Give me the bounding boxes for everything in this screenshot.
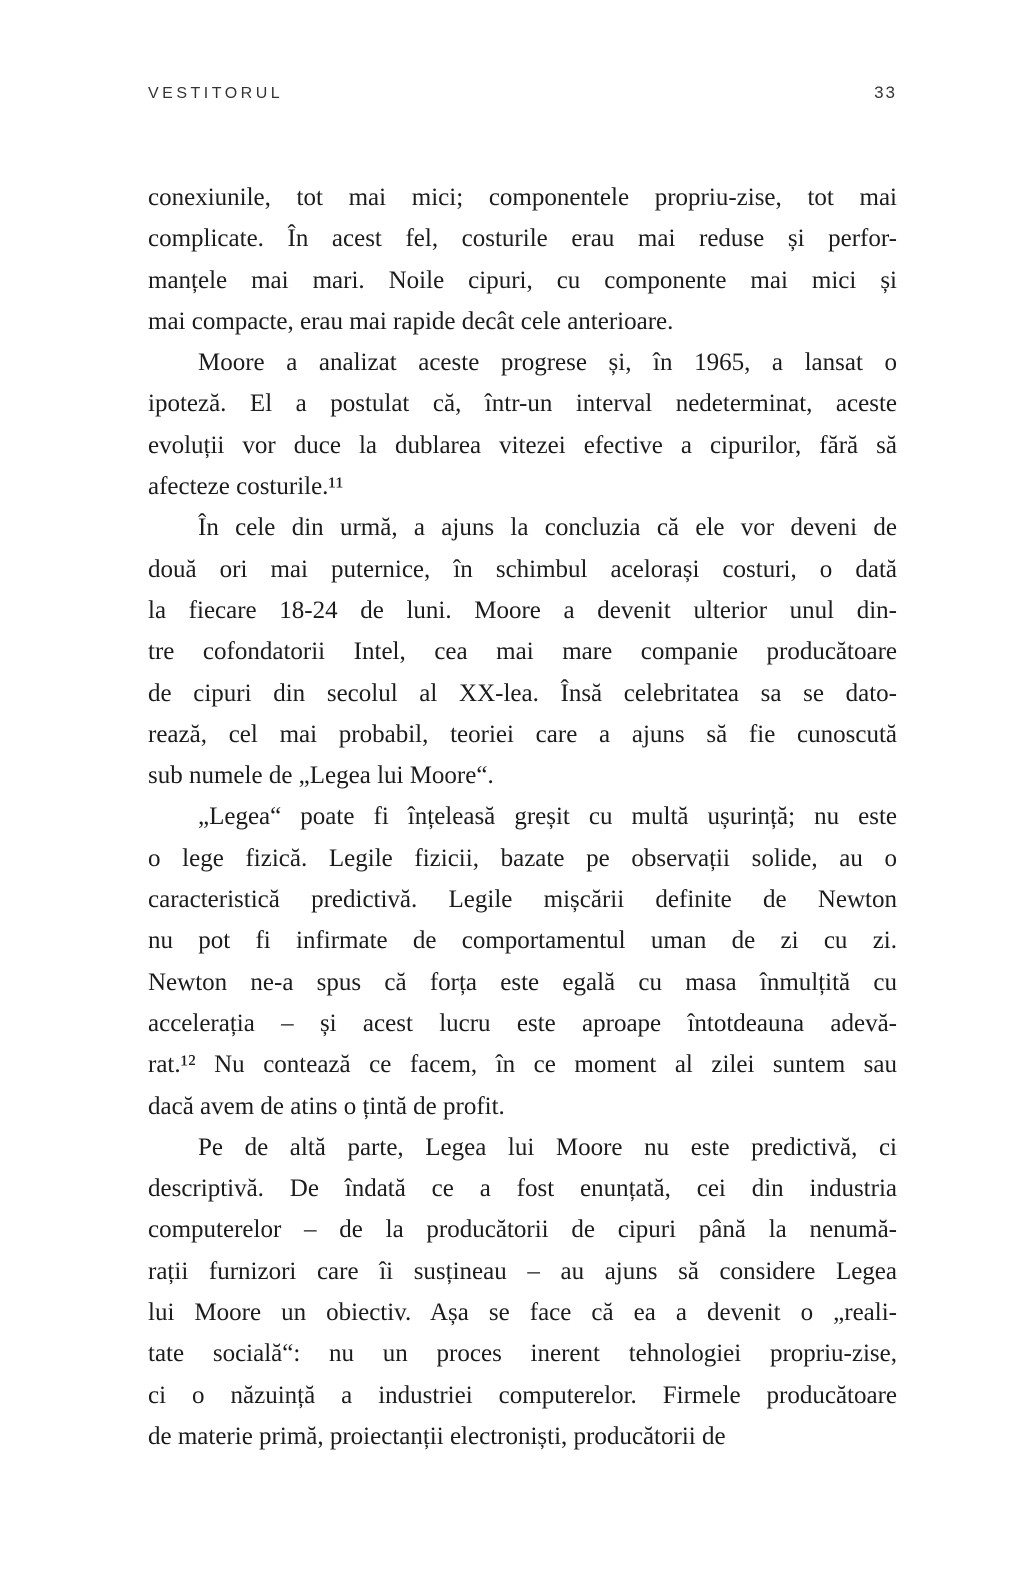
- text-line: de materie primă, proiectanții electroniști, producătorii de: [148, 1422, 726, 1450]
- text-line: ci o năzuință a industriei computerelor. Firmele producătoare: [148, 1381, 897, 1409]
- text-line: la fiecare 18-24 de luni. Moore a devenit ulterior unul din-: [148, 596, 897, 624]
- text-line: mai compacte, erau mai rapide decât cele anterioare.: [148, 307, 674, 335]
- text-line: lui Moore un obiectiv. Așa se face că ea a devenit o „reali-: [148, 1299, 897, 1327]
- text-line: conexiunile, tot mai mici; componentele propriu-zise, tot mai: [148, 184, 897, 211]
- text-line: ipoteză. El a postulat că, într-un interval nedeterminat, aceste: [148, 390, 897, 418]
- paragraph: [148, 342, 897, 507]
- paragraph: [148, 507, 897, 796]
- paragraph: [148, 177, 897, 342]
- text-line: manțele mai mari. Noile cipuri, cu componente mai mici și: [148, 266, 897, 294]
- text-line: tate socială“: nu un proces inerent tehnologiei propriu-zise,: [148, 1340, 897, 1368]
- text-line: accelerația – și acest lucru este aproape întotdeauna adevă-: [148, 1009, 897, 1037]
- running-title: VESTITORUL: [148, 85, 284, 102]
- page-number: 33: [874, 83, 897, 102]
- paragraph: [148, 1127, 897, 1457]
- text-line: dacă avem de atins o țintă de profit.: [148, 1092, 505, 1120]
- page-header: [148, 84, 897, 103]
- text-line: două ori mai puternice, în schimbul acelorași costuri, o dată: [148, 555, 897, 583]
- text-line: Moore a analizat aceste progrese și, în 1965, a lansat o: [198, 349, 897, 377]
- text-line: afecteze costurile.¹¹: [148, 473, 344, 501]
- text-line: Pe de altă parte, Legea lui Moore nu este predictivă, ci: [198, 1133, 897, 1161]
- text-line: Newton ne-a spus că forța este egală cu masa înmulțită cu: [148, 968, 897, 996]
- text-line: sub numele de „Legea lui Moore“.: [148, 762, 494, 790]
- text-line: caracteristică predictivă. Legile mișcării definite de Newton: [148, 886, 897, 914]
- page-body: [148, 177, 897, 1457]
- text-line: evoluții vor duce la dublarea vitezei efective a cipurilor, fără să: [148, 431, 897, 459]
- text-line: computerelor – de la producătorii de cipuri până la nenumă-: [148, 1216, 897, 1244]
- text-line: complicate. În acest fel, costurile erau mai reduse și perfor-: [148, 225, 897, 253]
- text-line: rații furnizori care îi susțineau – au ajuns să considere Legea: [148, 1257, 897, 1285]
- text-line: o lege fizică. Legile fizicii, bazate pe observații solide, au o: [148, 844, 897, 872]
- text-line: „Legea“ poate fi înțeleasă greșit cu multă ușurință; nu este: [198, 803, 897, 831]
- text-line: descriptivă. De îndată ce a fost enunțată, cei din industria: [148, 1175, 897, 1203]
- paragraph: [148, 796, 897, 1126]
- text-line: rează, cel mai probabil, teoriei care a ajuns să fie cunoscută: [148, 720, 897, 748]
- text-line: nu pot fi infirmate de comportamentul uman de zi cu zi.: [148, 927, 897, 955]
- text-line: de cipuri din secolul al XX-lea. Însă celebritatea sa se dato-: [148, 679, 897, 707]
- text-line: tre cofondatorii Intel, cea mai mare companie producătoare: [148, 638, 897, 666]
- text-line: rat.¹² Nu contează ce facem, în ce moment al zilei suntem sau: [148, 1051, 897, 1079]
- text-line: În cele din urmă, a ajuns la concluzia că ele vor deveni de: [198, 514, 897, 542]
